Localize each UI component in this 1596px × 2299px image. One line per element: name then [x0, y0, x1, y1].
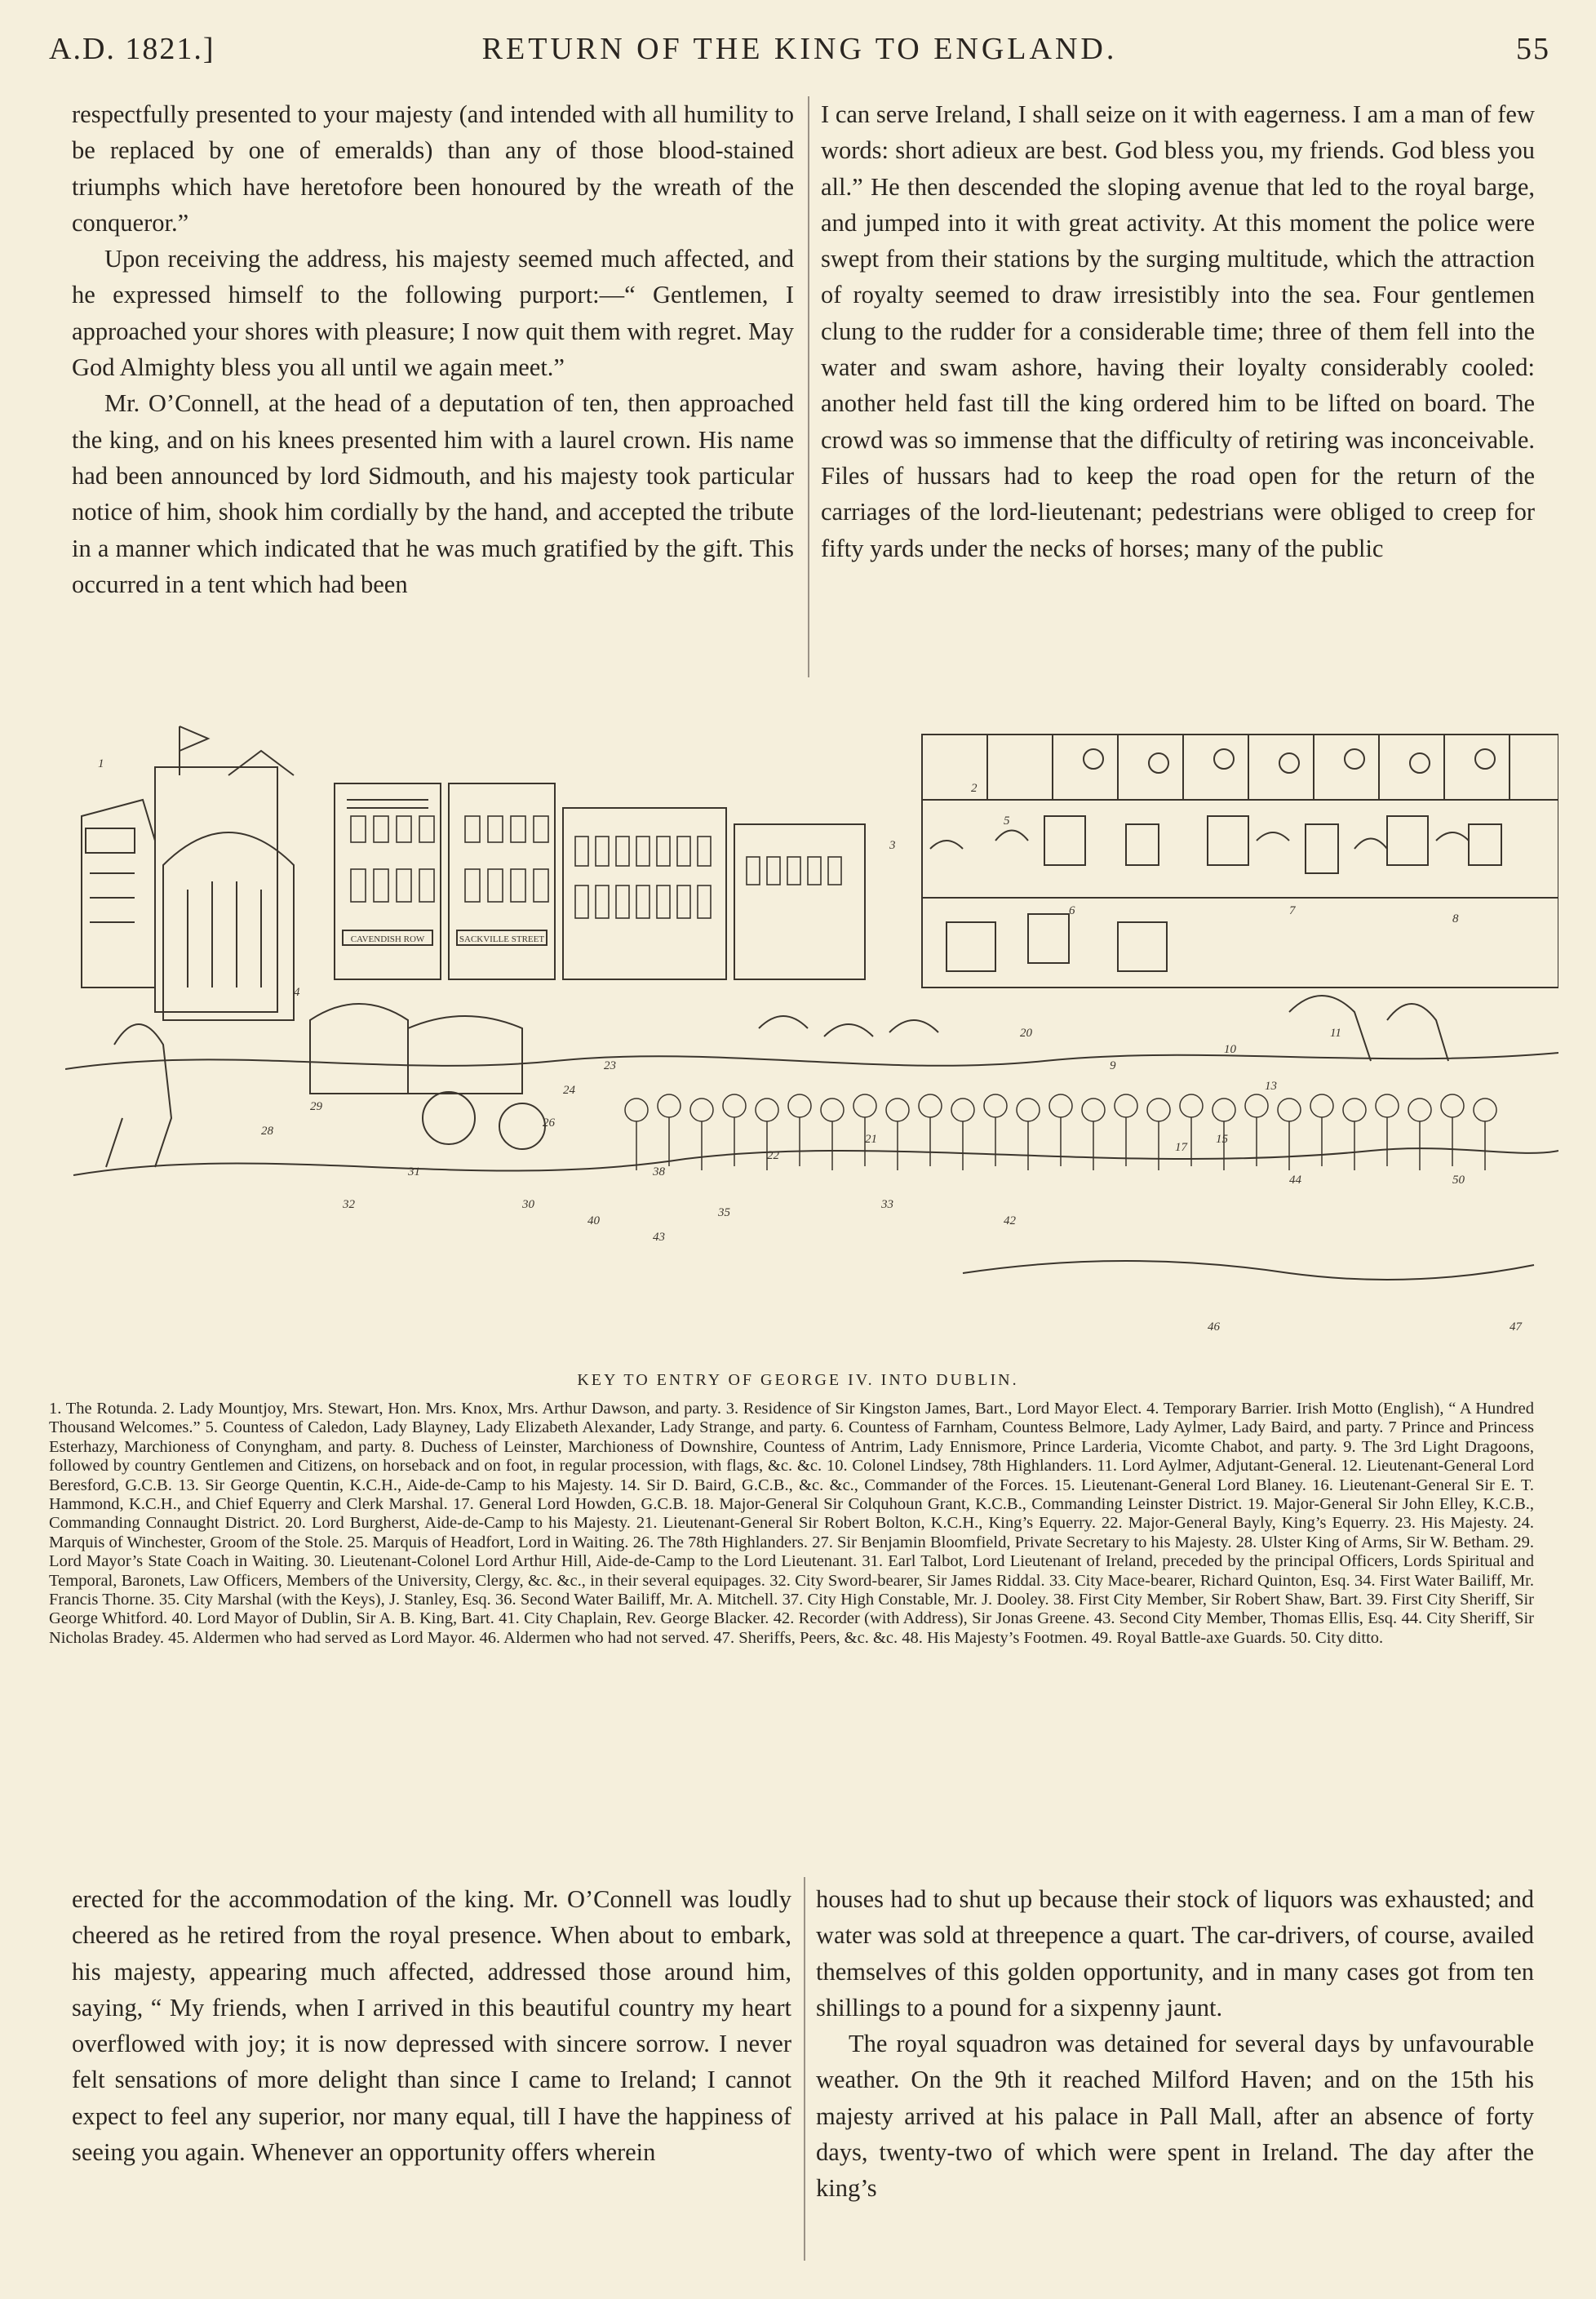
paragraph: The royal squadron was detained for several days by unfavourable weather. On the 9th it reached Milford Haven; and on the 15th his majesty arrived at his palace in Pall Mall, after an absence of forty days, twenty-two of which were spent in Ireland. The day after the king’s [816, 2030, 1534, 2203]
figure-number: 15 [1216, 1133, 1228, 1146]
street-buildings [335, 783, 865, 979]
paragraph: houses had to shut up because their stock of liquors was exhausted; and water was sold at threepence a quart. The car-drivers, of course, availed themselves of this golden opportunity, and in many cases got from ten shillings to a pound for a sixpenny jaunt. [816, 1885, 1534, 2022]
figure-number: 20 [1020, 1027, 1032, 1040]
figure-number: 32 [343, 1198, 355, 1211]
figure-number: 35 [718, 1206, 730, 1219]
figure-number: 47 [1510, 1320, 1522, 1334]
figure-number: 10 [1224, 1043, 1236, 1056]
figure-number: 13 [1265, 1080, 1277, 1093]
figure-number: 33 [881, 1198, 893, 1211]
figure-number: 26 [543, 1116, 555, 1130]
header-date: A.D. 1821.] [49, 32, 215, 66]
sign-sackville-street: SACKVILLE STREET [459, 934, 545, 944]
paragraph: I can serve Ireland, I shall seize on it with eagerness. I am a man of few words: short adieux are best. God bless you, my friends. God bless you all.” He then descended the sloping avenue that led to the royal barge, and jumped into it with great activity. At this moment the police were swept from their stations by the surging multitude, which the attraction of royalty seemed to draw irresistibly into the sea. Four gentlemen clung to the rudder for a considerable time; three of them fell into the water and swam ashore, having their loyalty considerably cooled: another held fast till the king ordered him to be lifted on board. The crowd was so immense that the difficulty of retiring was inconceivable. Files of hussars had to keep the road open for the return of the carriages of the lord-lieutenant; pedestrians were obliged to creep for fifty yards under the necks of horses; many of the public [821, 100, 1535, 562]
procession-illustration [65, 686, 1558, 1363]
figure-number: 31 [408, 1165, 420, 1178]
figure-number: 23 [604, 1059, 616, 1072]
figure-number: 8 [1452, 912, 1459, 925]
figure-number: 29 [310, 1100, 322, 1113]
figure-number: 9 [1110, 1059, 1116, 1072]
paragraph: respectfully presented to your majesty (and intended with all humility to be replaced by one of emeralds) than any of those blood-stained triumphs which have heretofore been honoured by the wreath of the conqueror.” [72, 100, 794, 237]
paragraph: Mr. O’Connell, at the head of a deputation of ten, then approached the king, and on his knees presented him with a laurel crown. His name had been announced by lord Sidmouth, and his majesty took particular notice of him, shook him cordially by the hand, and accepted the tribute in a manner which indicated that he was much gratified by the gift. This occurred in a tent which had been [72, 389, 794, 598]
column-rule [804, 1877, 805, 2261]
figure-number: 42 [1004, 1214, 1016, 1227]
page-number: 55 [1516, 32, 1550, 66]
figure-number: 11 [1330, 1027, 1341, 1040]
figure-number: 6 [1069, 904, 1075, 917]
figure-number: 22 [767, 1149, 779, 1162]
figure-number: 2 [971, 782, 978, 795]
figure-number: 3 [889, 839, 896, 852]
figure-number: 1 [98, 757, 104, 770]
rotunda-drawing [82, 726, 294, 1020]
figure-number: 30 [522, 1198, 534, 1211]
figure-caption: KEY TO ENTRY OF GEORGE IV. INTO DUBLIN. [577, 1371, 1019, 1389]
figure-number: 28 [261, 1125, 273, 1138]
paragraph: erected for the accommodation of the king. Mr. O’Connell was loudly cheered as he retired from the royal presence. When about to embark, his majesty, appearing much affected, addressed those around him, saying, “ My friends, when I arrived in this beautiful country my heart overflowed with joy; it is now depressed with sincere sorrow. I never felt sensations of more delight than since I came to Ireland; I cannot expect to feel any superior, nor many equal, till I have the happiness of seeing you again. Whenever an opportunity offers wherein [72, 1885, 791, 2167]
header-title: RETURN OF THE KING TO ENGLAND. [481, 32, 1118, 66]
figure-number: 43 [653, 1231, 665, 1244]
figure-key-numbers [98, 757, 1523, 1334]
figure-number: 17 [1175, 1141, 1187, 1154]
figure-number: 46 [1208, 1320, 1220, 1334]
running-header [49, 31, 1550, 72]
spectator-stands [922, 735, 1558, 988]
bottom-right-column [816, 1881, 1534, 2207]
figure-number: 38 [653, 1165, 665, 1178]
figure-number: 4 [294, 986, 300, 999]
figure-number: 50 [1452, 1174, 1465, 1187]
top-left-column [72, 96, 794, 602]
figure-number: 44 [1289, 1174, 1301, 1187]
figure-number: 5 [1004, 814, 1010, 828]
paragraph: Upon receiving the address, his majesty seemed much affected, and he expressed himself to the following purport:—“ Gentlemen, I approached your shores with pleasure; I now quit them with regret. May God Almighty bless you all until we again meet.” [72, 245, 794, 382]
figure-key: 1. The Rotunda. 2. Lady Mountjoy, Mrs. Stewart, Hon. Mrs. Knox, Mrs. Arthur Dawson, and party. 3. Residence of Sir Kingston James, Bart., Lord Mayor Elect. 4. Temporary Barrier. Irish Motto (English), “ A Hundred Thousand Welcomes.” 5. Countess of Caledon, Lady Blayney, Lady Elizabeth Alexander, Lady Strange, and party. 6. Countess of Farnham, Countess Belmore, Lady Aylmer, Lady Baird, and party. 7 Prince and Princess Esterhazy, Marchioness of Conyngham, and party. 8. Duchess of Leinster, Marchioness of Downshire, Countess of Antrim, Lady Ennismore, Prince Larderia, Vicomte Chabot, and party. 9. The 3rd Light Dragoons, followed by country Gentlemen and Citizens, on horseback and on foot, in regular procession, with flags, &c. &c. 10. Colonel Lindsey, 78th Highlanders. 11. Lord Aylmer, Adjutant-General. 12. Lieutenant-General Lord Beresford, G.C.B. 13. Sir George Quentin, K.C.H., Aide-de-Camp to his Majesty. 14. Sir D. Baird, G.C.B., &c. &c., Commander of the Forces. 15. Lieutenant-General Lord Blaney. 16. Lieutenant-General Sir E. T. Hammond, K.C.H., and Chief Equerry and Clerk Marshal. 17. General Lord Howden, G.C.B. 18. Major-General Sir Colquhoun Grant, K.C.B., Commanding Leinster District. 19. Major-General Sir John Elley, K.C.B., Commanding Connaught District. 20. Lord Burgherst, Aide-de-Camp to his Majesty. 21. Lieutenant-General Sir Robert Bolton, K.C.H., King’s Equerry. 22. Major-General Bayly, King’s Equerry. 23. His Majesty. 24. Marquis of Winchester, Groom of the Stole. 25. Marquis of Headfort, Lord in Waiting. 26. The 78th Highlanders. 27. Sir Benjamin Bloomfield, Private Secretary to his Majesty. 28. Ulster King of Arms, Sir W. Betham. 29. Lord Mayor’s State Coach in Waiting. 30. Lieutenant-Colonel Lord Arthur Hill, Aide-de-Camp to the Lord Lieutenant. 31. Earl Talbot, Lord Lieutenant of Ireland, preceded by the principal Officers, Lords Spiritual and Temporal, Baronets, Law Officers, Members of the University, Clergy, &c. &c., in their several equipages. 32. City Sword-bearer, Sir James Riddal. 33. City Mace-bearer, Richard Quinton, Esq. 34. First Water Bailiff, Mr. Francis Thorne. 35. City Marshal (with the Keys), J. Stanley, Esq. 36. Second Water Bailiff, Mr. A. Mitchell. 37. City High Constable, Mr. J. Dooley. 38. First City Member, Sir Robert Shaw, Bart. 39. First City Sheriff, Sir George Whitford. 40. Lord Mayor of Dublin, Sir A. B. King, Bart. 41. City Chaplain, Rev. George Blacker. 42. Recorder (with Address), Sir Jonas Greene. 43. Second City Member, Thomas Ellis, Esq. 44. City Sheriff, Sir Nicholas Bradey. 45. Aldermen who had served as Lord Mayor. 46. Aldermen who had not served. 47. Sheriffs, Peers, &c. &c. 48. His Majesty’s Footmen. 49. Royal Battle-axe Guards. 50. City ditto. [49, 1400, 1534, 1647]
figure-number: 21 [865, 1133, 877, 1146]
sign-cavendish-row: CAVENDISH ROW [350, 934, 425, 944]
top-right-column [821, 96, 1535, 566]
bottom-left-column [72, 1881, 791, 2170]
figure-number: 24 [563, 1084, 575, 1097]
figure-number: 40 [587, 1214, 600, 1227]
column-rule [808, 96, 809, 677]
figure-number: 7 [1289, 904, 1296, 917]
